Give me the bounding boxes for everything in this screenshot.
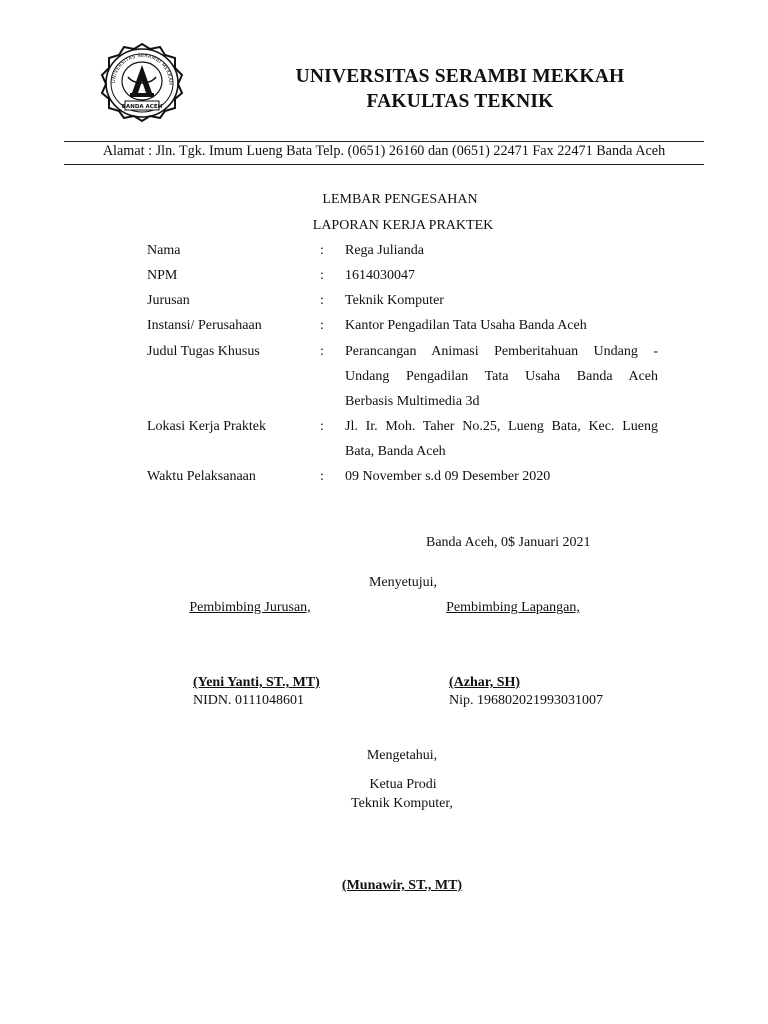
field-value-line: 1614030047 <box>345 268 415 283</box>
right-signer-role: Pembimbing Lapangan, <box>446 600 580 615</box>
head-signer-name: (Munawir, ST., MT) <box>341 878 463 893</box>
faculty-name: FAKULTAS TEKNIK <box>366 91 554 112</box>
field-label: Nama <box>147 243 181 258</box>
field-label: Lokasi Kerja Praktek <box>147 419 266 434</box>
field-label: Waktu Pelaksanaan <box>147 469 256 484</box>
field-value <box>345 464 658 489</box>
field-colon: : <box>320 419 324 434</box>
head-position-line2: Teknik Komputer, <box>351 796 453 811</box>
field-label: Judul Tugas Khusus <box>147 344 260 359</box>
field-value-line: Perancangan Animasi Pemberitahuan Undang - <box>345 344 658 359</box>
field-colon: : <box>320 469 324 484</box>
field-value-line: Teknik Komputer <box>345 293 444 308</box>
field-colon: : <box>320 318 324 333</box>
field-colon: : <box>320 243 324 258</box>
approval-heading: Menyetujui, <box>368 575 438 590</box>
header-rule-bottom <box>64 164 704 165</box>
field-value <box>345 339 658 414</box>
logo-ring-text: UNIVERSITAS SERAMBI MEKKAH <box>110 52 174 85</box>
left-signer-role: Pembimbing Jurusan, <box>189 600 311 615</box>
field-value-line: Undang Pengadilan Tata Usaha Banda Aceh <box>345 369 658 384</box>
field-value-line: 09 November s.d 09 Desember 2020 <box>345 469 551 484</box>
place-date: Banda Aceh, 0$ Januari 2021 <box>426 535 591 550</box>
field-colon: : <box>320 344 324 359</box>
field-value <box>345 263 658 288</box>
field-value <box>345 414 658 464</box>
university-name: UNIVERSITAS SERAMBI MEKKAH <box>295 66 625 87</box>
document-subtitle: LAPORAN KERJA PRAKTEK <box>312 218 494 233</box>
address-line: Alamat : Jln. Tgk. Imum Lueng Bata Telp. (0651) 26160 dan (0651) 22471 Fax 22471 Banda Aceh <box>102 143 666 159</box>
right-signer-name: (Azhar, SH) <box>449 675 521 690</box>
acknowledgement-heading: Mengetahui, <box>366 748 438 763</box>
field-label: NPM <box>147 268 178 283</box>
field-label: Instansi/ Perusahaan <box>147 318 262 333</box>
field-value-line: Kantor Pengadilan Tata Usaha Banda Aceh <box>345 318 587 333</box>
field-label: Jurusan <box>147 293 190 308</box>
left-signer-id: NIDN. 0111048601 <box>193 693 304 708</box>
head-position-line1: Ketua Prodi <box>369 777 437 792</box>
field-value-line: Bata, Banda Aceh <box>345 444 446 459</box>
field-value <box>345 288 658 313</box>
document-title: LEMBAR PENGESAHAN <box>322 192 478 207</box>
field-value <box>345 238 658 263</box>
field-value-line: Berbasis Multimedia 3d <box>345 394 480 409</box>
right-signer-id: Nip. 196802021993031007 <box>449 693 603 708</box>
field-colon: : <box>320 268 324 283</box>
left-signer-name: (Yeni Yanti, ST., MT) <box>193 675 320 690</box>
field-value-line: Rega Julianda <box>345 243 424 258</box>
logo-bottom-text: BANDA ACEH <box>121 104 163 110</box>
field-value <box>345 313 658 338</box>
field-value-line: Jl. Ir. Moh. Taher No.25, Lueng Bata, Kec. Lueng <box>345 419 658 434</box>
field-colon: : <box>320 293 324 308</box>
header-rule-top <box>64 141 704 142</box>
